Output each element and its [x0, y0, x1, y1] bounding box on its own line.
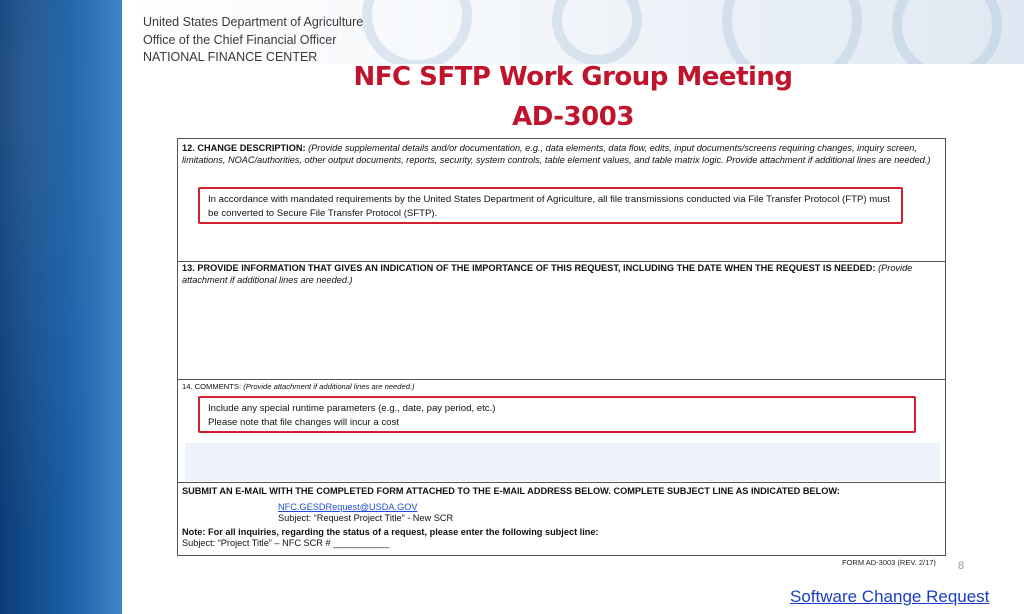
- section13-label: 13. PROVIDE INFORMATION THAT GIVES AN INDICATION OF THE IMPORTANCE OF THIS REQUEST, INCLUDING THE DATE WHEN THE REQUEST IS NEEDED:: [182, 263, 876, 273]
- section14-label: 14. COMMENTS:: [182, 382, 242, 391]
- form-number: FORM AD-3003 (REV. 2/17): [842, 558, 936, 567]
- subject-line: Subject: “Request Project Title” - New SCR: [278, 513, 454, 523]
- page-number: 8: [958, 560, 965, 572]
- section-importance: [178, 261, 945, 380]
- section13-instructions: (Provide attachment if additional lines are needed.): [182, 263, 913, 285]
- callout-comments-line2: Please note that file changes will incur a cost: [208, 417, 399, 428]
- slide-title: NFC SFTP Work Group Meeting: [353, 62, 793, 92]
- org-name-usda: United States Department of Agriculture: [143, 15, 364, 29]
- section14-instructions: (Provide attachment if additional lines are needed.): [243, 382, 415, 391]
- org-name-nfc: NATIONAL FINANCE CENTER: [143, 50, 318, 64]
- callout-comments-line1: Include any special runtime parameters (e.g., date, pay period, etc.): [208, 403, 496, 414]
- callout-change-description: In accordance with mandated requirements by the United States Department of Agriculture, all file transmissions conducted via File Transfer Protocol (FTP) must be converted to Secure File Transfer Protocol (SFTP).: [198, 187, 903, 224]
- org-name-ocfo: Office of the Chief Financial Officer: [143, 33, 337, 47]
- section-submit: [178, 482, 945, 555]
- software-change-request-link[interactable]: Software Change Request: [790, 587, 990, 606]
- status-subject-line: Subject: “Project Title” – NFC SCR # ___________: [182, 538, 390, 548]
- email-link[interactable]: NFC.GESDRequest@USDA.GOV: [278, 502, 418, 512]
- left-decorative-bar: [0, 0, 122, 614]
- callout-comments: [198, 396, 916, 433]
- slide-subtitle: AD-3003: [512, 102, 634, 132]
- section12-label: 12. CHANGE DESCRIPTION:: [182, 143, 306, 153]
- submit-heading: SUBMIT AN E-MAIL WITH THE COMPLETED FORM ATTACHED TO THE E-MAIL ADDRESS BELOW. COMPLETE SUBJECT LINE AS INDICATED BELOW:: [182, 486, 840, 496]
- status-note: Note: For all inquiries, regarding the status of a request, please enter the following subject line:: [182, 527, 599, 537]
- comments-shaded-field: [185, 443, 940, 481]
- section12-instructions: (Provide supplemental details and/or documentation, e.g., data elements, data flow, edits, input documents/screens requiring changes, inquiry screen, limitations, NOAC/authorities, other output documents, reports, security, system controls, table element values, and table matrix logic. Provide attachment if additional lines are needed.): [182, 143, 931, 165]
